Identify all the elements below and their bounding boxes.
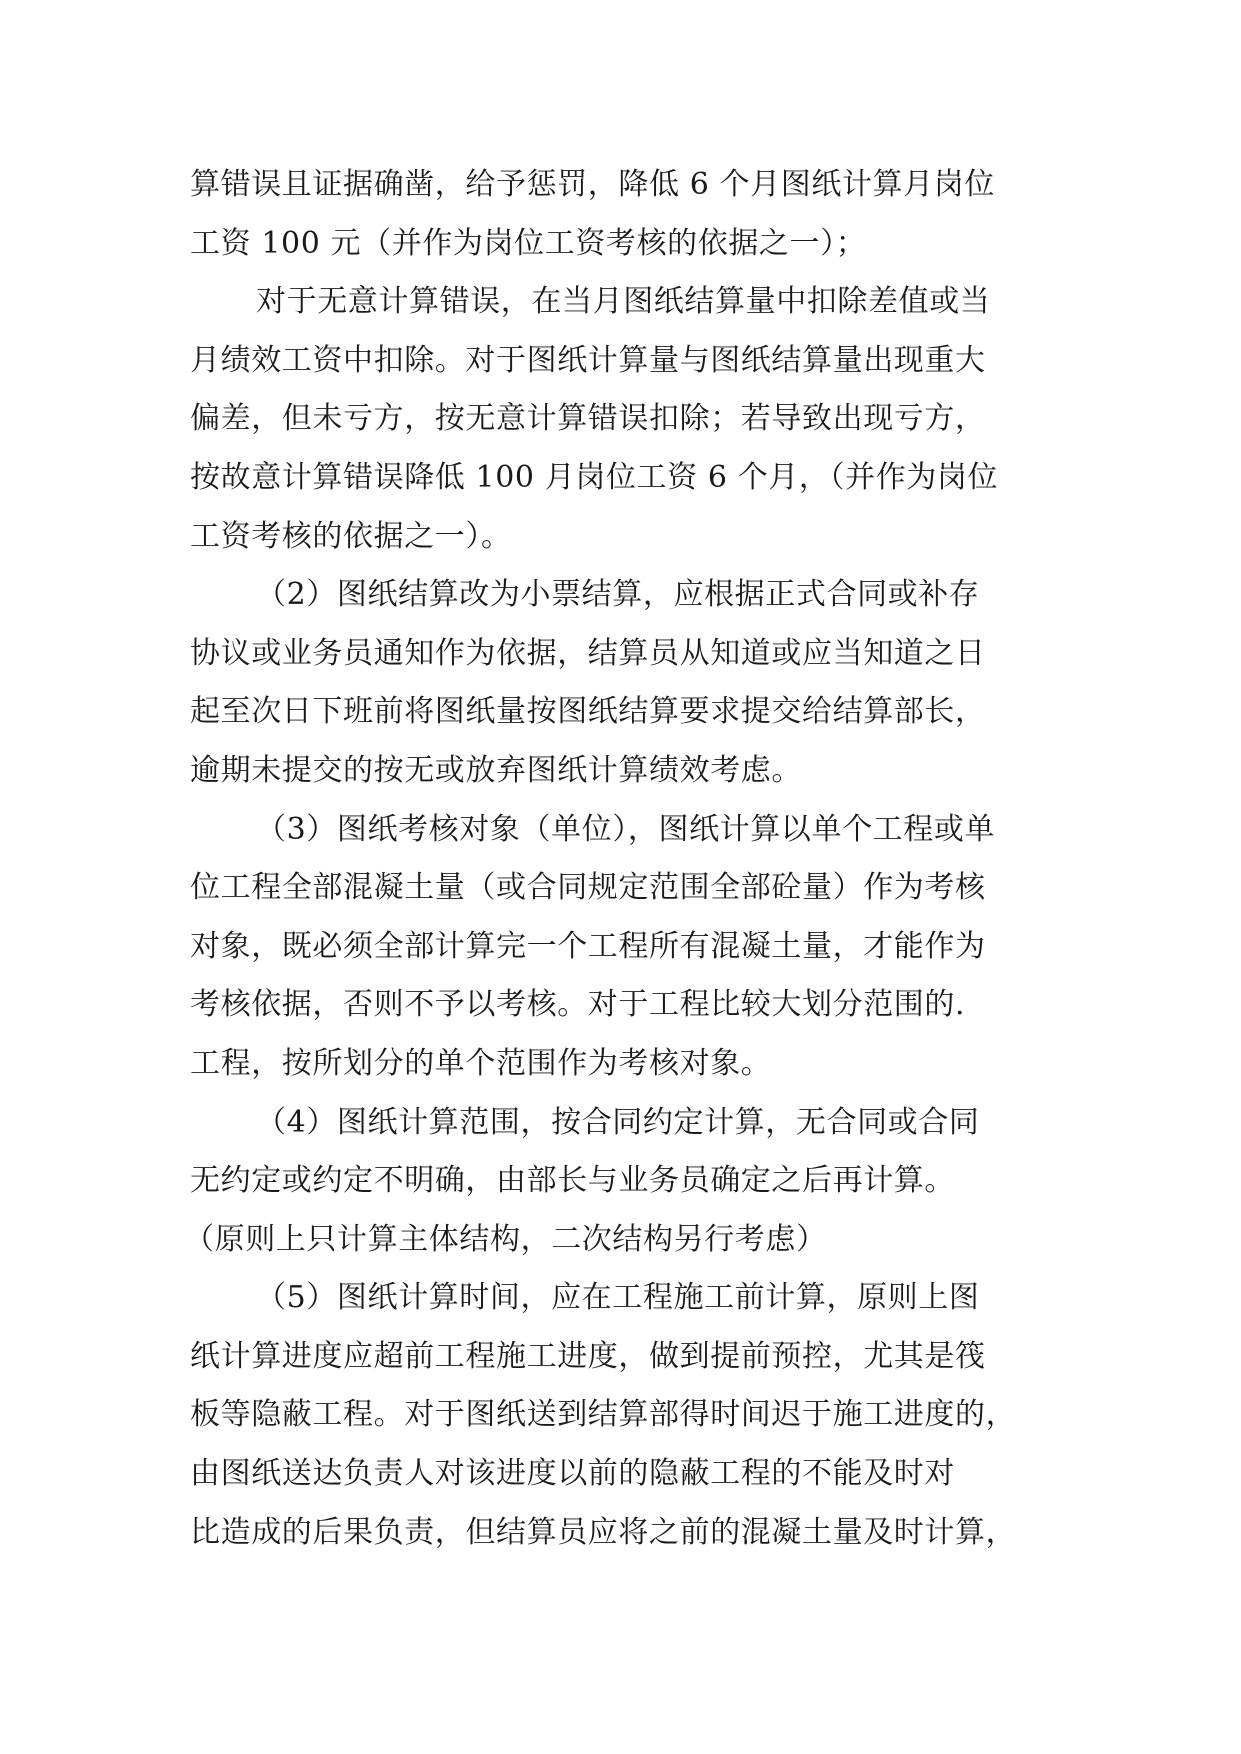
text-line: 算错误且证据确凿，给予惩罚，降低 6 个月图纸计算月岗位 xyxy=(190,167,995,202)
text-line: 比造成的后果负责，但结算员应将之前的混凝土量及时计算， xyxy=(190,1514,1017,1550)
text-line: 工程，按所划分的单个范围作为考核对象。 xyxy=(190,1045,772,1081)
text-line: 工资 100 元（并作为岗位工资考核的依据之一）； xyxy=(190,225,867,261)
text-line: 由图纸送达负责人对该进度以前的隐蔽工程的不能及时对 xyxy=(190,1456,955,1492)
text-line: 对象，既必须全部计算完一个工程所有混凝土量，才能作为 xyxy=(190,928,986,964)
text-line: 偏差，但未亏方，按无意计算错误扣除；若导致出现亏方， xyxy=(190,401,986,437)
text-line: 工资考核的依据之一）。 xyxy=(190,518,512,554)
paragraph-start-line: （3）图纸考核对象（单位），图纸计算以单个工程或单 xyxy=(256,811,996,847)
paragraph-start-line: （2）图纸结算改为小票结算，应根据正式合同或补存 xyxy=(256,577,980,613)
text-line: 板等隐蔽工程。对于图纸送到结算部得时间迟于施工进度的， xyxy=(190,1397,1017,1433)
text-line: 无约定或约定不明确，由部长与业务员确定之后再计算。 xyxy=(190,1163,955,1199)
text-line: 起至次日下班前将图纸量按图纸结算要求提交给结算部长， xyxy=(190,694,986,730)
text-line: 考核依据，否则不予以考核。对于工程比较大划分范围的. xyxy=(190,987,966,1023)
paragraph-start-line: （5）图纸计算时间，应在工程施工前计算，原则上图 xyxy=(256,1280,980,1316)
text-line: 月绩效工资中扣除。对于图纸计算量与图纸结算量出现重大 xyxy=(190,342,986,378)
text-line: 纸计算进度应超前工程施工进度，做到提前预控，尤其是筏 xyxy=(190,1338,986,1374)
paragraph-start-line: 对于无意计算错误，在当月图纸结算量中扣除差值或当 xyxy=(256,284,991,320)
text-line: 协议或业务员通知作为依据，结算员从知道或应当知道之日 xyxy=(190,635,986,671)
document-body xyxy=(184,156,1050,1562)
text-line: 位工程全部混凝土量（或合同规定范围全部砼量）作为考核 xyxy=(190,870,986,906)
text-line: （原则上只计算主体结构，二次结构另行考虑） xyxy=(184,1221,827,1257)
text-line: 按故意计算错误降低 100 月岗位工资 6 个月，（并作为岗位 xyxy=(190,459,999,495)
text-line: 逾期未提交的按无或放弃图纸计算绩效考虑。 xyxy=(190,752,802,788)
paragraph-start-line: （4）图纸计算范围，按合同约定计算，无合同或合同 xyxy=(256,1104,980,1140)
